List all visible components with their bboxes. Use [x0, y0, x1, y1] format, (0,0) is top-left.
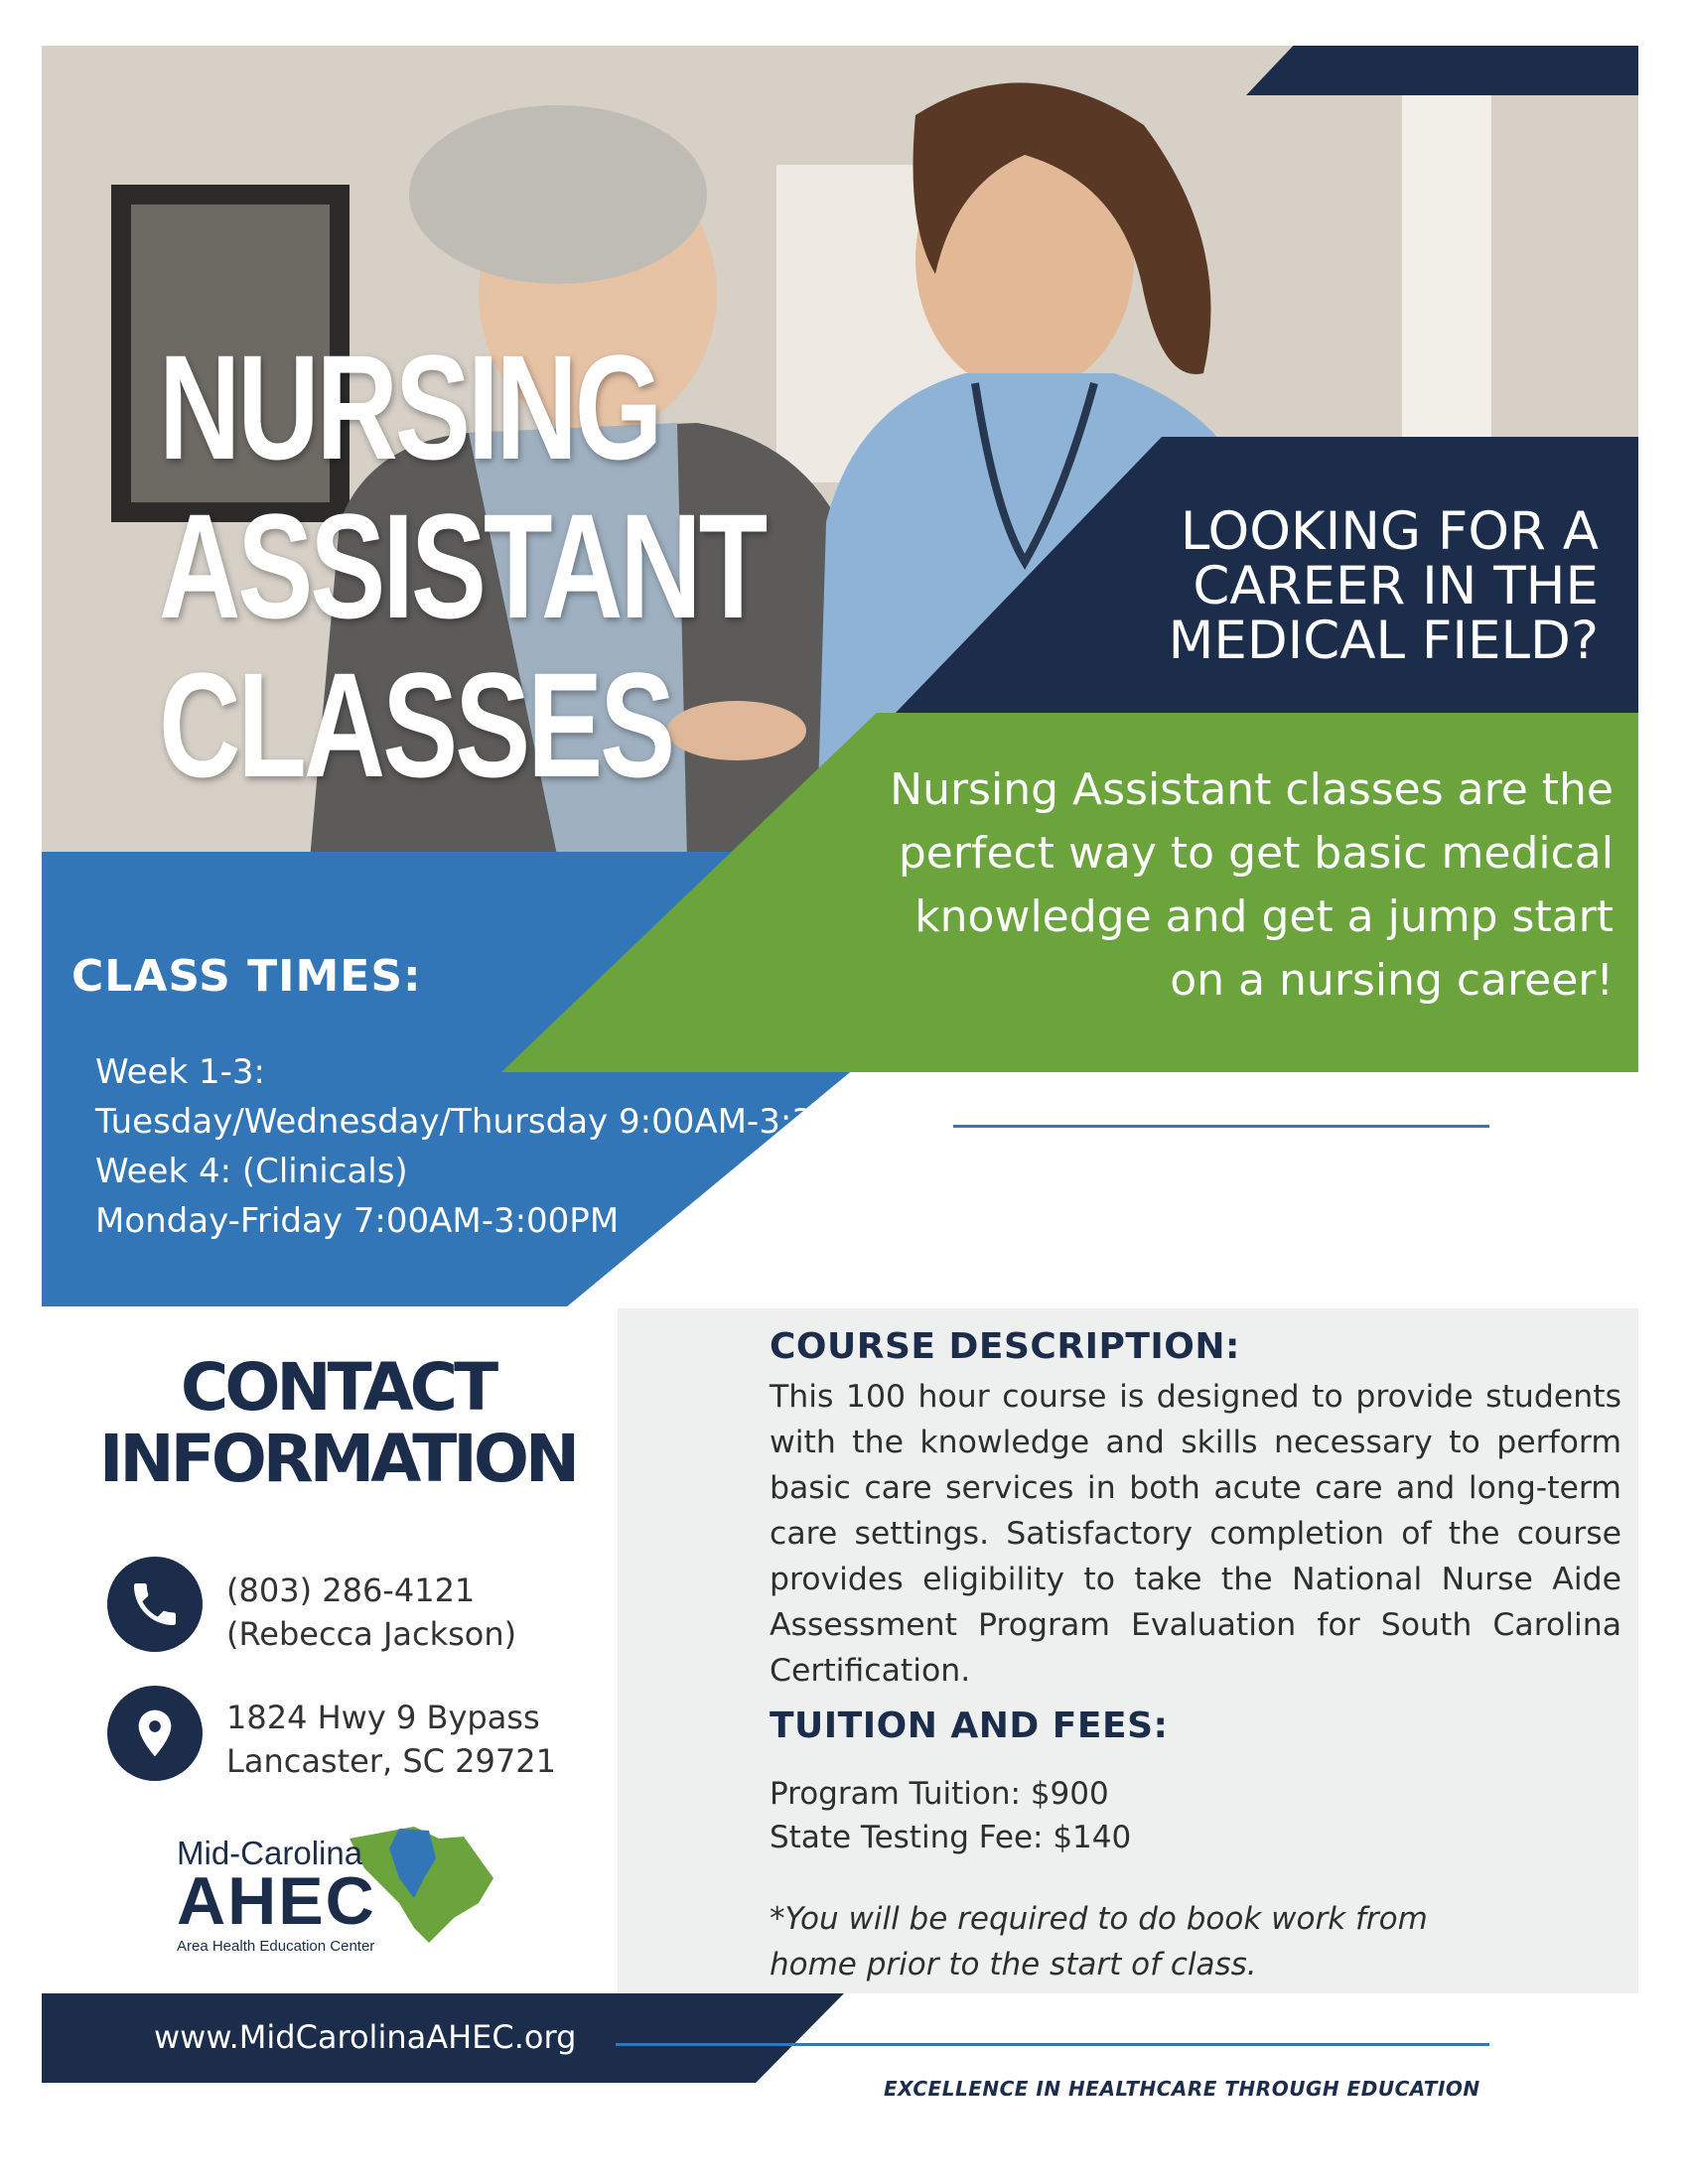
address-details	[226, 1696, 556, 1783]
class-times-line-3: Week 4: (Clinicals)	[95, 1152, 408, 1191]
top-accent-stripe	[1246, 46, 1638, 95]
contact-heading-line-2: INFORMATION	[98, 1421, 577, 1497]
divider-line	[953, 1125, 1489, 1128]
course-description-text: This 100 hour course is designed to provide students with the knowledge and skills necessary to perform basic care services in both acute care and long-term care settings. Satisfactory completion of the course provides eligibility to take the National Nurse Aide Assessment Program Evaluation for South Carolina Certification.	[770, 1379, 1621, 1689]
tuition-list	[770, 1772, 1131, 1859]
class-times-list	[95, 1047, 884, 1246]
ahec-logo	[171, 1819, 508, 1956]
title-line-3: CLASSES	[159, 641, 673, 808]
logo-acronym: AHEC	[177, 1863, 376, 1939]
question-line-1: LOOKING FOR A	[1180, 501, 1599, 562]
title-line-1: NURSING	[159, 324, 660, 490]
tuition-line-2: State Testing Fee: $140	[770, 1820, 1132, 1855]
tuition-heading: TUITION AND FEES:	[770, 1706, 1169, 1746]
website-link[interactable]: www.MidCarolinaAHEC.org	[154, 2018, 577, 2056]
contact-heading	[40, 1349, 635, 1497]
contact-person: (Rebecca Jackson)	[226, 1615, 517, 1653]
pitch-line-3: knowledge and get a jump start	[914, 891, 1614, 942]
logo-subtitle: Area Health Education Center	[177, 1938, 375, 1955]
phone-number[interactable]: (803) 286-4121	[226, 1571, 476, 1609]
footer-divider-line	[616, 2043, 1489, 2046]
logo-name-line: Mid-Carolina	[177, 1835, 363, 1871]
tuition-line-1: Program Tuition: $900	[770, 1776, 1109, 1812]
question-line-2: CAREER IN THE	[1193, 556, 1599, 616]
class-times-heading: CLASS TIMES:	[71, 951, 422, 1002]
phone-details	[226, 1569, 516, 1656]
pitch-line-1: Nursing Assistant classes are the	[890, 764, 1614, 815]
class-times-line-4: Monday-Friday 7:00AM-3:00PM	[95, 1201, 620, 1241]
contact-heading-line-1: CONTACT	[180, 1349, 495, 1426]
tagline: EXCELLENCE IN HEALTHCARE THROUGH EDUCATION	[884, 2077, 1480, 2101]
book-work-note: *You will be required to do book work from home prior to the start of class.	[770, 1901, 1428, 1982]
map-pin-icon	[107, 1686, 203, 1781]
pitch-text	[890, 758, 1614, 1013]
question-line-3: MEDICAL FIELD?	[1168, 611, 1599, 671]
address-city: Lancaster, SC 29721	[226, 1742, 556, 1780]
class-times-line-2: Tuesday/Wednesday/Thursday 9:00AM-3:30PM	[95, 1102, 885, 1142]
pitch-line-2: perfect way to get basic medical	[898, 828, 1614, 879]
address-street: 1824 Hwy 9 Bypass	[226, 1699, 540, 1736]
course-description-heading: COURSE DESCRIPTION:	[770, 1326, 1240, 1367]
flyer-title	[159, 324, 766, 808]
career-question	[1168, 501, 1599, 671]
phone-icon	[107, 1557, 203, 1652]
pitch-line-4: on a nursing career!	[1170, 955, 1614, 1006]
class-times-line-1: Week 1-3:	[95, 1052, 265, 1092]
title-line-2: ASSISTANT	[159, 482, 766, 649]
